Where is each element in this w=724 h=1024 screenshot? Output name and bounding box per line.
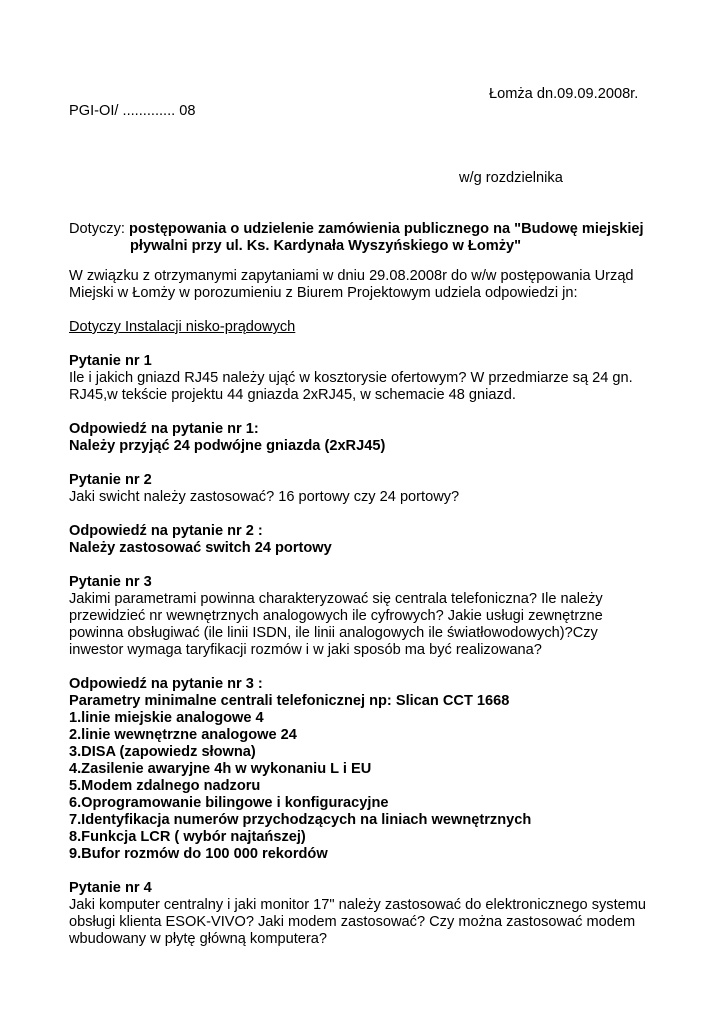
question-2-title: Pytanie nr 2 [69, 472, 152, 488]
answer-3-line: 9.Bufor rozmów do 100 000 rekordów [69, 846, 328, 862]
subject-line-1: postępowania o udzielenie zamówienia publicznego na "Budowę miejskiej [129, 221, 644, 237]
reference-number: PGI-OI/ ............. 08 [69, 103, 196, 119]
answer-3-line: 4.Zasilenie awaryjne 4h w wykonaniu L i EU [69, 761, 372, 777]
intro-line-2: Miejski w Łomży w porozumieniu z Biurem Projektowym udziela odpowiedzi jn: [69, 285, 578, 301]
answer-3-line: 8.Funkcja LCR ( wybór najtańszej) [69, 829, 306, 845]
answer-3-title: Odpowiedź na pytanie nr 3 : [69, 676, 263, 692]
question-1-title: Pytanie nr 1 [69, 353, 152, 369]
document-date: Łomża dn.09.09.2008r. [489, 86, 639, 102]
answer-1-line: Należy przyjąć 24 podwójne gniazda (2xRJ45) [69, 438, 386, 454]
answer-3-line: Parametry minimalne centrali telefonicznej np: Slican CCT 1668 [69, 693, 510, 709]
question-4-line: obsługi klienta ESOK-VIVO? Jaki modem zastosować? Czy można zastosować modem [69, 914, 636, 930]
answer-3-line: 3.DISA (zapowiedz słowna) [69, 744, 256, 760]
question-3-line: przewidzieć nr wewnętrznych analogowych ile cyfrowych? Jakie usługi zewnętrzne [69, 608, 603, 624]
question-4-title: Pytanie nr 4 [69, 880, 152, 896]
question-3-line: inwestor wymaga taryfikacji rozmów i w jaki sposób ma być realizowana? [69, 642, 542, 658]
answer-3-line: 2.linie wewnętrzne analogowe 24 [69, 727, 297, 743]
question-3-title: Pytanie nr 3 [69, 574, 152, 590]
question-1-line: Ile i jakich gniazd RJ45 należy ująć w kosztorysie ofertowym? W przedmiarze są 24 gn. [69, 370, 633, 386]
answer-1-title: Odpowiedź na pytanie nr 1: [69, 421, 259, 437]
subject-line-2: pływalni przy ul. Ks. Kardynała Wyszyńskiego w Łomży" [130, 238, 522, 254]
answer-2-title: Odpowiedź na pytanie nr 2 : [69, 523, 263, 539]
document-body [69, 268, 689, 948]
answer-3-line: 7.Identyfikacja numerów przychodzących na liniach wewnętrznych [69, 812, 532, 828]
answer-3-line: 6.Oprogramowanie bilingowe i konfiguracyjne [69, 795, 389, 811]
section-title: Dotyczy Instalacji nisko-prądowych [69, 319, 296, 335]
answer-3-line: 1.linie miejskie analogowe 4 [69, 710, 264, 726]
answer-3-line: 5.Modem zdalnego nadzoru [69, 778, 261, 794]
question-4-line: wbudowany w płytę główną komputera? [69, 931, 327, 947]
subject-label: Dotyczy: [69, 221, 130, 237]
intro-line-1: W związku z otrzymanymi zapytaniami w dniu 29.08.2008r do w/w postępowania Urząd [69, 268, 634, 284]
question-2-line: Jaki swicht należy zastosować? 16 portowy czy 24 portowy? [69, 489, 460, 505]
subject-block [69, 221, 689, 255]
question-1-line: RJ45,w tekście projektu 44 gniazda 2xRJ45, w schemacie 48 gniazd. [69, 387, 516, 403]
question-4-line: Jaki komputer centralny i jaki monitor 17" należy zastosować do elektronicznego systemu [69, 897, 647, 913]
question-3-line: powinna obsługiwać (ile linii ISDN, ile linii analogowych ile światłowodowych)?Czy [69, 625, 598, 641]
question-3-line: Jakimi parametrami powinna charakteryzować się centrala telefoniczna? Ile należy [69, 591, 603, 607]
recipient: w/g rozdzielnika [459, 170, 563, 186]
answer-2-line: Należy zastosować switch 24 portowy [69, 540, 332, 556]
